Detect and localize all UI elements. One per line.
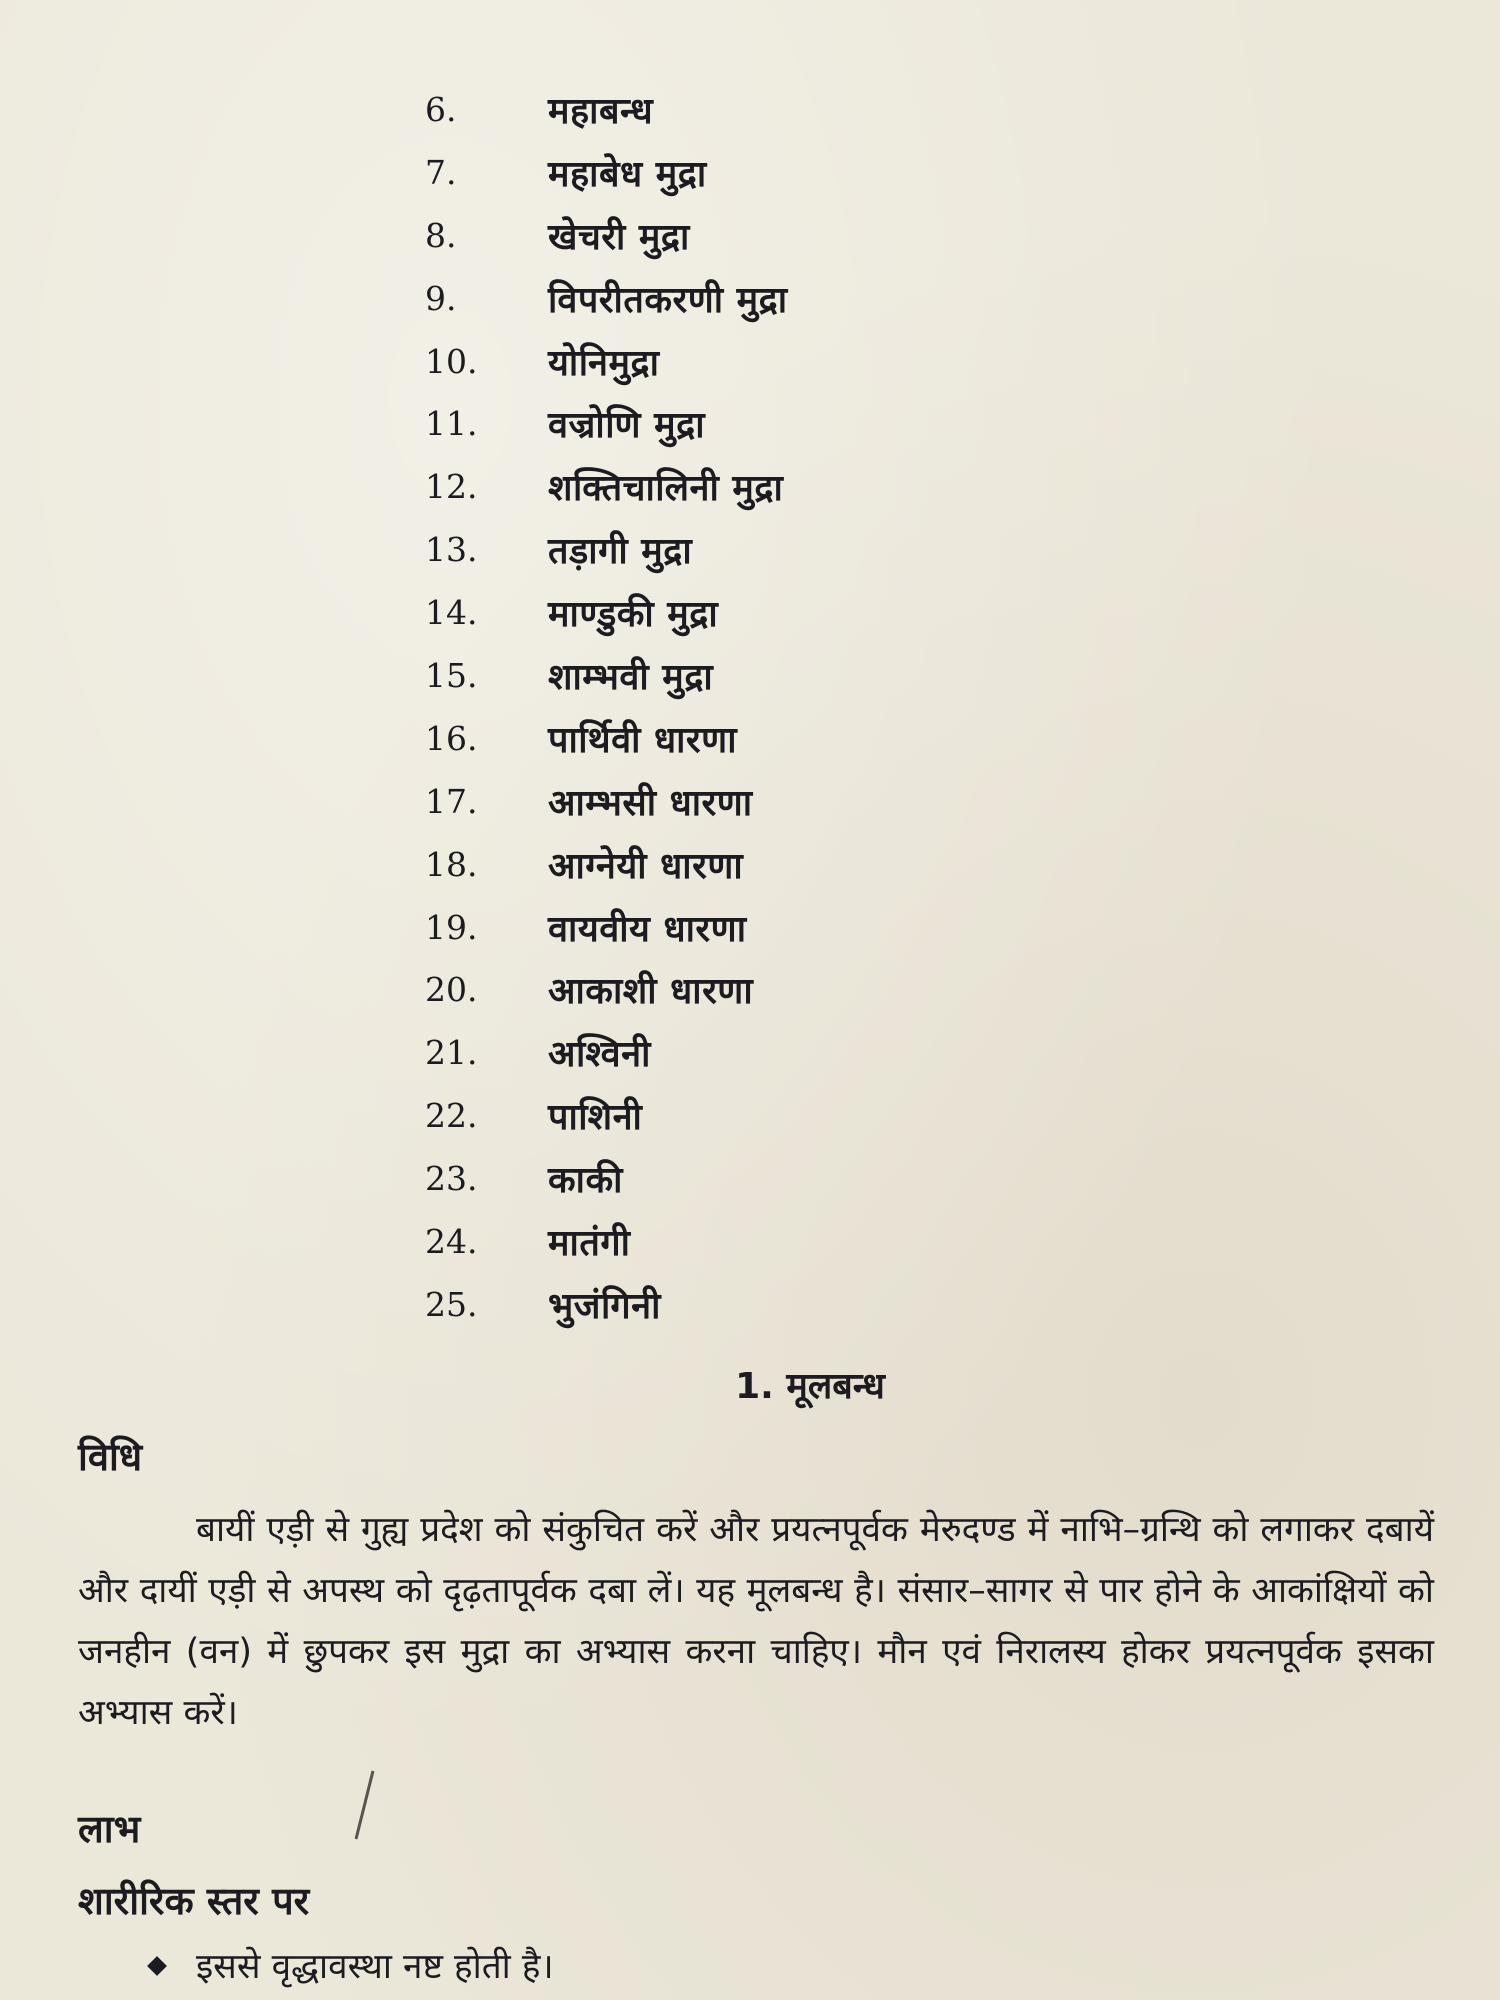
list-item-number: 6. [425,89,457,129]
list-item [425,1210,1125,1273]
list-item-number: 11. [425,404,478,444]
list-item-number: 23. [425,1159,478,1199]
list-item [425,707,1125,770]
list-item [425,833,1125,896]
list-item-number: 25. [425,1284,478,1324]
list-item-number: 18. [425,844,478,884]
labh-heading: लाभ [78,1807,141,1851]
list-item [425,392,1125,455]
list-item-label: मातंगी [548,1222,631,1264]
list-item-number: 10. [425,341,478,381]
list-item-number: 20. [425,970,478,1010]
list-item [425,896,1125,959]
list-item [425,1147,1125,1210]
list-item-label: महाबेध मुद्रा [548,153,707,195]
list-item [425,581,1125,644]
pen-mark [355,1771,375,1840]
list-item [425,770,1125,833]
list-item-number: 14. [425,593,478,633]
list-item [425,1273,1125,1336]
list-item-label: पार्थिवी धारणा [548,719,738,761]
list-item-number: 22. [425,1096,478,1136]
list-item [425,141,1125,204]
list-item [425,78,1125,141]
list-item [425,518,1125,581]
list-item [425,455,1125,518]
list-item-label: भुजंगिनी [548,1285,661,1327]
list-item-number: 7. [425,152,457,192]
bullet-text: इससे वृद्धावस्था नष्ट होती है। [196,1947,554,1987]
list-item-label: वज्रोणि मुद्रा [548,405,706,447]
list-item-label: शक्तिचालिनी मुद्रा [548,468,784,510]
list-item-number: 9. [425,278,457,318]
list-item-label: विपरीतकरणी मुद्रा [548,279,788,321]
list-item [425,958,1125,1021]
list-item-number: 16. [425,718,478,758]
list-item-label: पाशिनी [548,1097,643,1139]
list-item [425,644,1125,707]
list-item-label: आम्भसी धारणा [548,782,753,824]
sharirik-heading: शारीरिक स्तर पर [78,1879,310,1923]
list-item-label: अश्विनी [548,1034,651,1076]
list-item [425,204,1125,267]
list-item-label: माण्डुकी मुद्रा [548,594,719,636]
list-item-number: 15. [425,655,478,695]
list-item-label: आग्नेयी धारणा [548,845,744,887]
vidhi-paragraph: बायीं एड़ी से गुह्य प्रदेश को संकुचित करें और प्रयत्नपूर्वक मेरुदण्ड में नाभि–ग्रन्थि को लगाकर दबायें और दायीं एड़ी से अपस्थ को दृढ़तापूर्वक दबा लें। यह मूलबन्ध है। संसार–सागर से पार होने के आकांक्षियों को जनहीन (वन) में छुपकर इस मुद्रा का अभ्यास करना चाहिए। मौन एवं निरालस्य होकर प्रयत्नपूर्वक इसका अभ्यास करें। [78,1510,1434,1733]
vidhi-heading: विधि [78,1435,143,1479]
list-item-label: काकी [548,1160,623,1202]
section-title: 1. मूलबन्ध [735,1366,885,1407]
list-item [425,1021,1125,1084]
list-item-label: शाम्भवी मुद्रा [548,656,714,698]
list-item-number: 12. [425,467,478,507]
list-item [425,330,1125,393]
list-item [425,1084,1125,1147]
list-item-number: 21. [425,1033,478,1073]
mudra-list [425,78,1125,1336]
list-item-label: खेचरी मुद्रा [548,216,690,258]
list-item-label: आकाशी धारणा [548,971,754,1013]
list-item-label: तड़ागी मुद्रा [548,531,693,573]
list-item-number: 8. [425,215,457,255]
list-item-number: 13. [425,530,478,570]
list-item-number: 19. [425,907,478,947]
list-item-number: 17. [425,781,478,821]
list-item-label: महाबन्ध [548,90,654,132]
list-item-label: योनिमुद्रा [548,342,660,384]
list-item [425,267,1125,330]
diamond-bullet-icon [147,1956,167,1976]
list-item-number: 24. [425,1221,478,1261]
bullet-item [150,1942,554,1989]
list-item-label: वायवीय धारणा [548,908,747,950]
